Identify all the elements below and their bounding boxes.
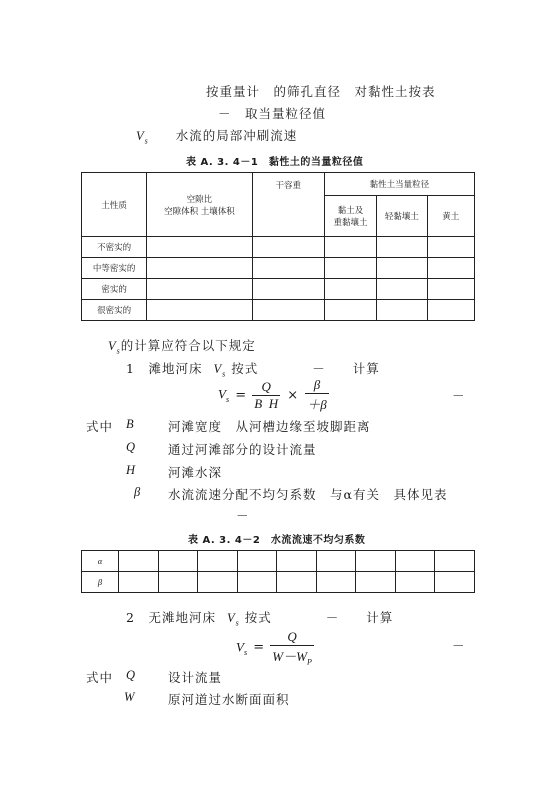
item2-line: 2 无滩地河床 $V_s$ 按式 － 计算 xyxy=(126,610,394,628)
vs-description: 水流的局部冲刷流速 xyxy=(175,128,298,143)
table2 xyxy=(81,550,475,593)
defs1-desc: 河滩水深 xyxy=(168,465,223,480)
table2-row-label: β xyxy=(82,572,119,593)
formula1-den2: ＋β xyxy=(307,397,327,412)
table1 xyxy=(81,172,475,321)
table1-header-void xyxy=(147,173,253,237)
vs-definition xyxy=(136,126,297,146)
item1-tail: 按式 － 计算 xyxy=(231,361,380,376)
table1-header-loess: 黄土 xyxy=(427,196,474,237)
table1-header-density: 干容重 xyxy=(252,173,324,237)
formula2-denominator: W－W xyxy=(272,649,307,664)
formula-1: $V_s$ = $\frac{Q}{\text{B H}}$ × $\frac{\beta}{+\beta}$ xyxy=(218,377,327,412)
defs1-tail: － xyxy=(236,508,250,523)
table2-row-label: α xyxy=(82,551,119,572)
defs1-desc: 水流流速分配不均匀系数 与α有关 具体见表 xyxy=(168,487,448,502)
formula2-den-sub: P xyxy=(306,657,312,667)
vs-subscript: s xyxy=(144,136,149,146)
table1-header-void-title: 空隙比 xyxy=(186,194,213,205)
item1-line: 1 滩地河床 $V_s$ 按式 － 计算 xyxy=(126,361,380,379)
table1-row-label: 不密实的 xyxy=(82,237,147,258)
formula1-H: H xyxy=(268,395,279,411)
item2-label: 2 无滩地河床 xyxy=(126,610,216,625)
defs1-sym: β xyxy=(134,485,142,499)
defs2-desc: 设计流量 xyxy=(168,670,223,685)
table1-header-void-sub: 空隙体积 土壤体积 xyxy=(164,206,235,217)
defs1-desc: 河滩宽度 从河槽边缘至坡脚距离 xyxy=(168,419,371,434)
table1-caption: 表 A. 3. 4－1 黏性土的当量粒径值 xyxy=(186,157,364,168)
defs2-prefix: 式中 xyxy=(86,670,114,685)
rule-line: $V_s$的计算应符合以下规定 xyxy=(108,338,256,356)
formula1-number: － xyxy=(452,388,466,403)
formula-2: $V_s$ = $\frac{Q}{W-W_P}$ xyxy=(236,629,312,667)
item2-tail: 按式 － 计算 xyxy=(244,610,394,625)
defs1-prefix: 式中 xyxy=(86,419,114,434)
item1-label: 1 滩地河床 xyxy=(126,361,203,376)
formula2-number: － xyxy=(452,638,466,653)
formula1-beta: β xyxy=(305,377,328,394)
table1-header-clay-2: 重黏壤土 xyxy=(333,218,368,228)
defs2-sym: W xyxy=(124,690,136,704)
intro-line-2: － 取当量粒径值 xyxy=(218,106,327,121)
table1-header-light: 轻黏壤土 xyxy=(377,196,427,237)
defs2-sym: Q xyxy=(126,668,137,682)
table1-header-clay-1: 黏土及 xyxy=(337,206,364,216)
intro-line-1: 按重量计 的筛孔直径 对黏性土按表 xyxy=(206,84,436,99)
table1-header-soil: 土性质 xyxy=(82,173,147,237)
formula1-numerator: Q xyxy=(252,379,280,396)
defs1-sym: B xyxy=(126,417,135,431)
table1-header-group: 黏性土当量粒径 xyxy=(324,173,474,196)
formula1-B: B xyxy=(254,395,263,411)
table2-caption: 表 A. 3. 4－2 水流流速不均匀系数 xyxy=(188,535,366,546)
table1-row-label: 密实的 xyxy=(82,279,147,300)
rule-text: 的计算应符合以下规定 xyxy=(120,338,256,353)
table1-row-label: 很密实的 xyxy=(82,300,147,321)
defs1-sym: Q xyxy=(126,440,137,454)
defs1-sym: H xyxy=(126,463,137,477)
vs-symbol: V xyxy=(136,129,145,143)
table1-row-label: 中等密实的 xyxy=(82,258,147,279)
defs1-desc: 通过河滩部分的设计流量 xyxy=(168,442,317,457)
defs2-desc: 原河道过水断面面积 xyxy=(168,692,290,707)
formula2-numerator: Q xyxy=(270,629,314,646)
table1-header-clay xyxy=(324,196,376,237)
